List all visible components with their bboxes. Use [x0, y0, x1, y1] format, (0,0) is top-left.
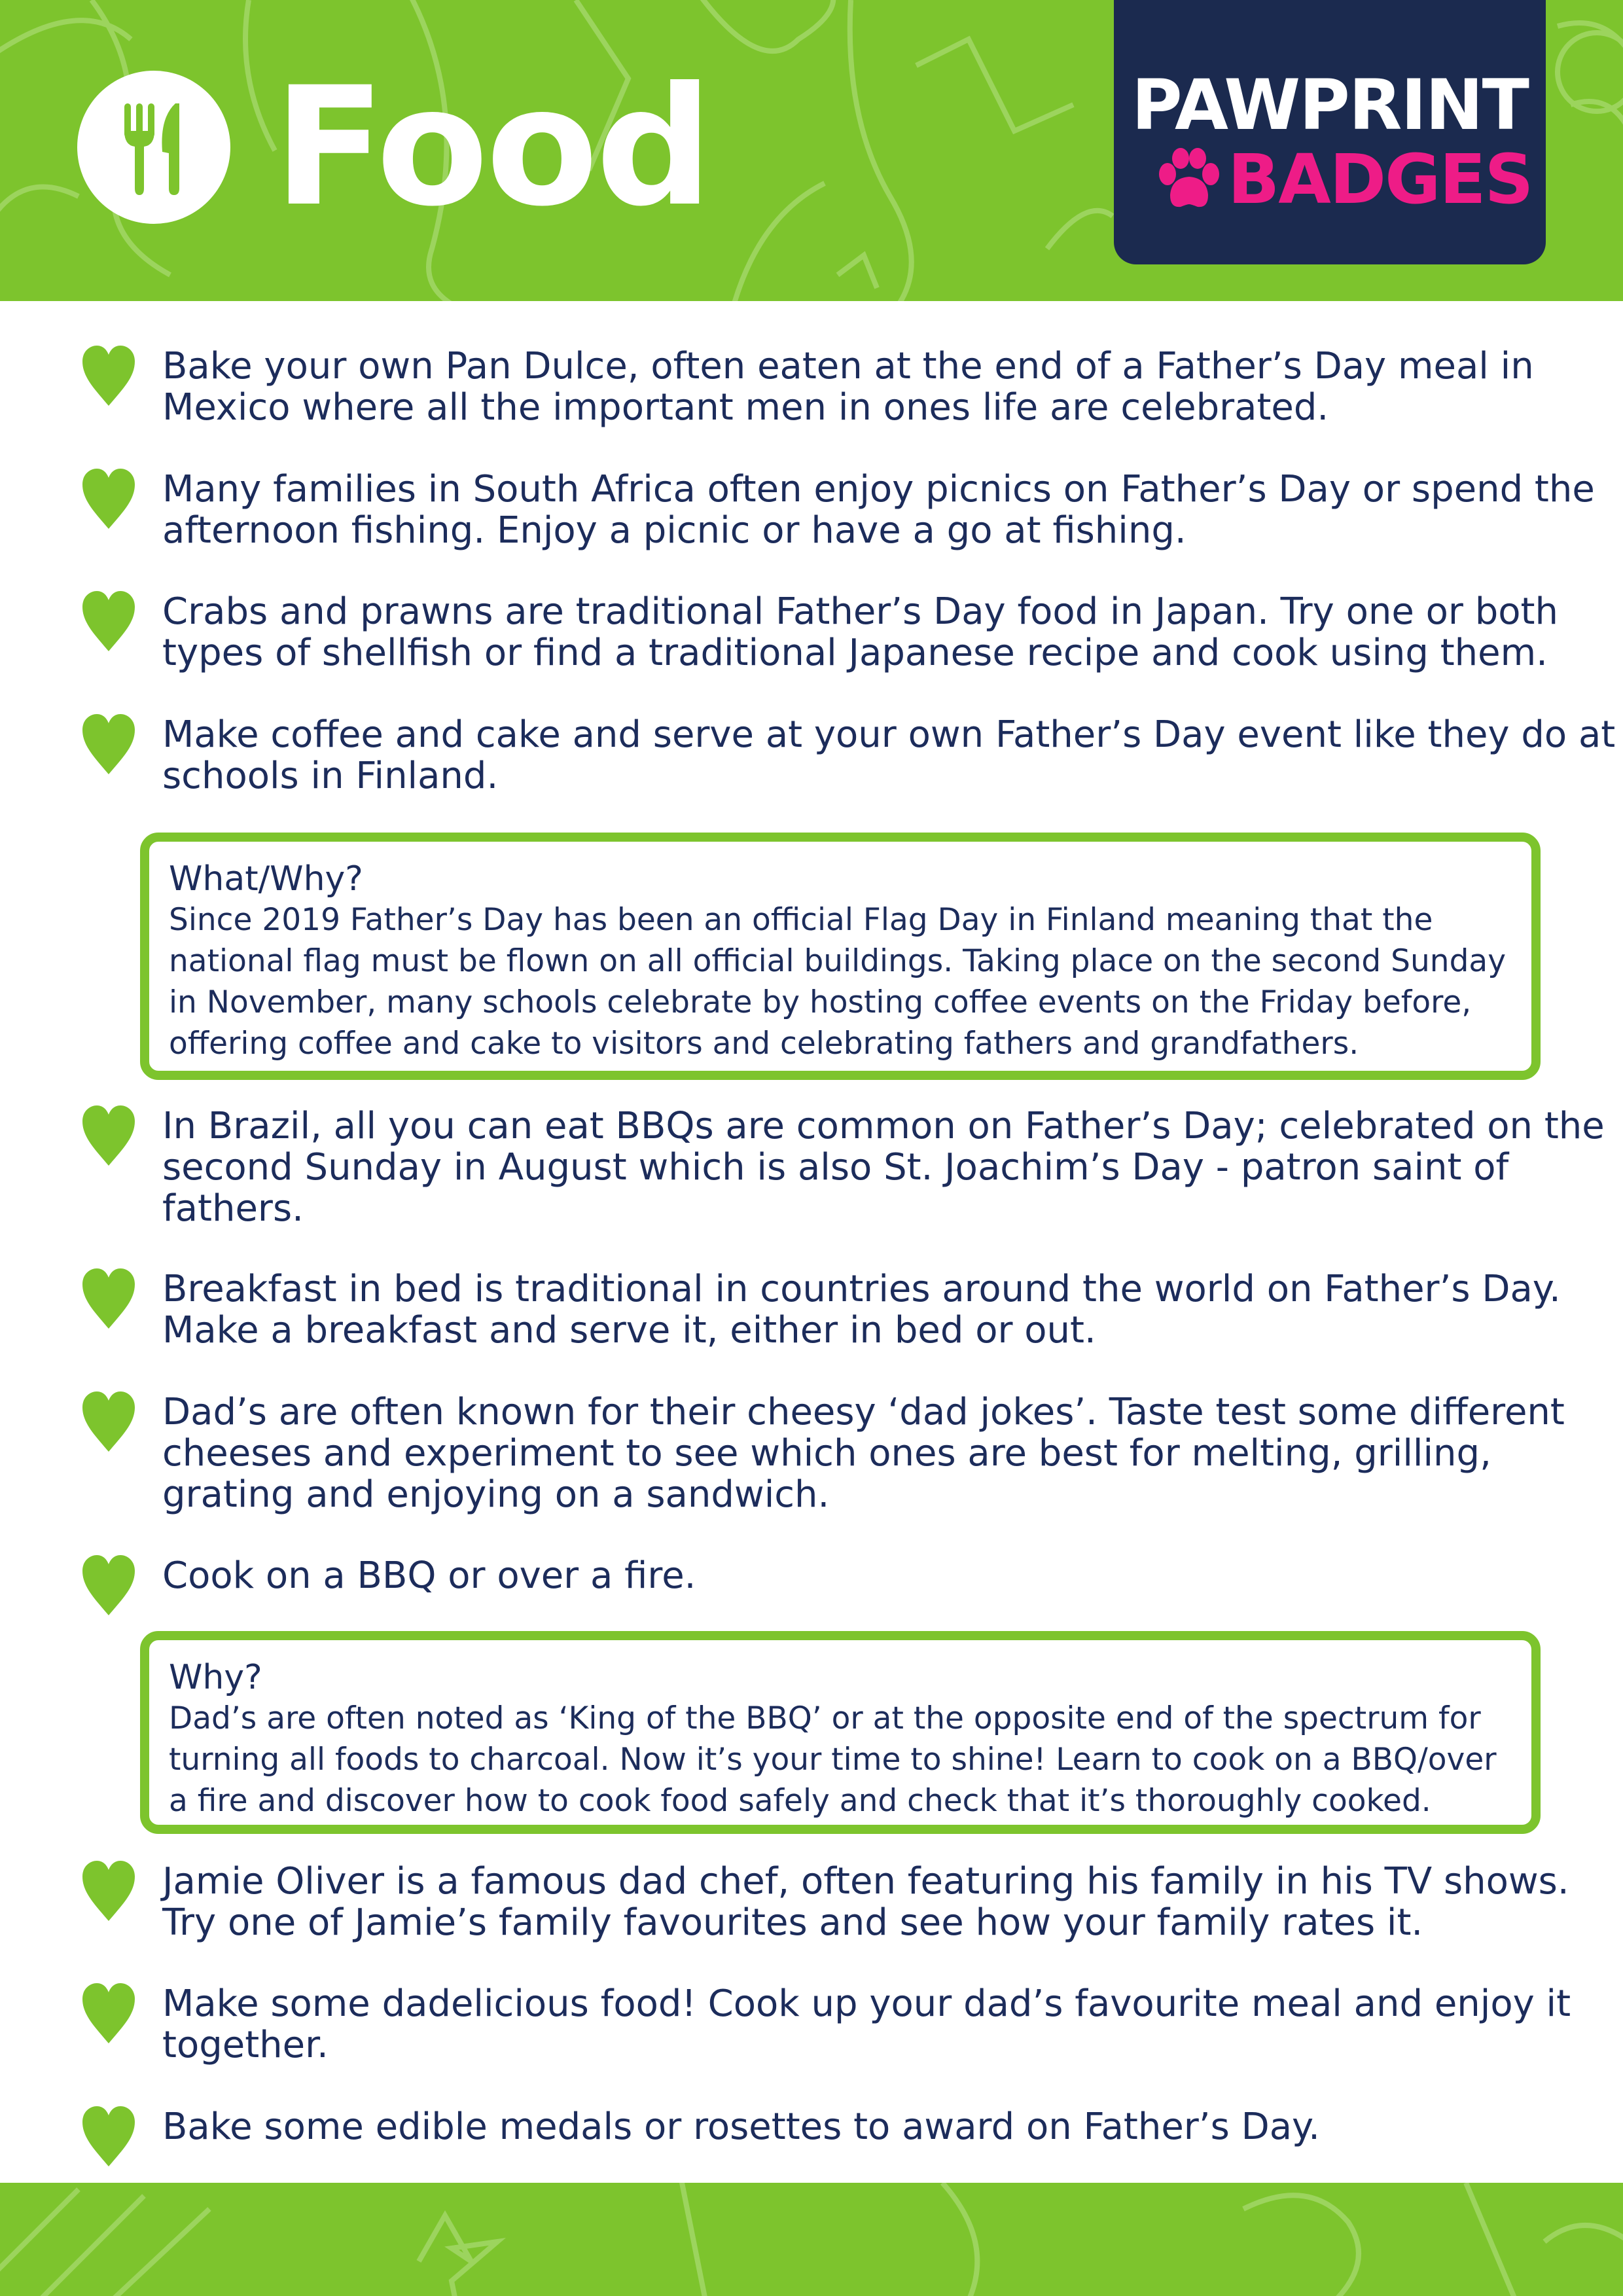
- item-text: Make coffee and cake and serve at your own Father’s Day event like they do at schools in Finland.: [162, 713, 1616, 797]
- heart-icon: [81, 1861, 136, 1922]
- info-box: [140, 1631, 1541, 1834]
- heart-icon: [81, 2106, 136, 2168]
- heart-icon: [81, 469, 136, 530]
- info-box-title: Why?: [169, 1658, 262, 1697]
- logo-line-1: PAWPRINT: [1132, 65, 1528, 145]
- heart-icon: [81, 1105, 136, 1167]
- item-text: Dad’s are often known for their cheesy ‘dad jokes’. Taste test some different cheeses and experiment to see which ones are best for melting, grilling, grating and enjoying on a sandwich.: [162, 1391, 1565, 1516]
- cutlery-glyph: [105, 98, 203, 196]
- info-box-title: What/Why?: [169, 859, 363, 899]
- item-text: In Brazil, all you can eat BBQs are common on Father’s Day; celebrated on the second Sunday in August which is also St. Joachim’s Day - patron saint of fathers.: [162, 1105, 1605, 1230]
- logo-line-2: BADGES: [1228, 139, 1533, 219]
- logo-line-2-wrap: [1154, 139, 1533, 219]
- item-text: Bake your own Pan Dulce, often eaten at the end of a Father’s Day meal in Mexico where all the important men in ones life are celebrated.: [162, 345, 1534, 429]
- item-text: Breakfast in bed is traditional in countries around the world on Father’s Day. Make a breakfast and serve it, either in bed or out.: [162, 1268, 1561, 1352]
- food-doodle-pattern: [0, 2183, 1623, 2296]
- page-title: Food: [274, 52, 711, 242]
- item-text: Cook on a BBQ or over a fire.: [162, 1554, 696, 1597]
- item-text: Crabs and prawns are traditional Father’s Day food in Japan. Try one or both types of shellfish or find a traditional Japanese recipe and cook using them.: [162, 590, 1558, 674]
- footer-banner: [0, 2183, 1623, 2296]
- heart-icon: [81, 1268, 136, 1330]
- item-text: Bake some edible medals or rosettes to award on Father’s Day.: [162, 2106, 1320, 2148]
- item-text: Many families in South Africa often enjoy picnics on Father’s Day or spend the afternoon fishing. Enjoy a picnic or have a go at fishing.: [162, 468, 1595, 552]
- heart-icon: [81, 591, 136, 653]
- pawprint-badges-logo: [1114, 0, 1546, 264]
- info-box: [140, 833, 1541, 1080]
- heart-icon: [81, 1391, 136, 1453]
- header-banner: [0, 0, 1623, 301]
- item-text: Jamie Oliver is a famous dad chef, often featuring his family in his TV shows. Try one of Jamie’s family favourites and see how your family rates it.: [162, 1860, 1569, 1944]
- item-text: Make some dadelicious food! Cook up your dad’s favourite meal and enjoy it together.: [162, 1982, 1571, 2066]
- heart-icon: [81, 1983, 136, 2045]
- fork-knife-icon: [77, 71, 230, 224]
- heart-icon: [81, 714, 136, 776]
- page-heading: [77, 52, 711, 242]
- heart-icon: [81, 346, 136, 407]
- info-box-body: Since 2019 Father’s Day has been an official Flag Day in Finland meaning that the national flag must be flown on all official buildings. Taking place on the second Sunday in November, many schools celebrate by hosting coffee events on the Friday before, offering coffee and cake to visitors and celebrating fathers and grandfathers.: [169, 902, 1507, 1062]
- paw-icon: [1154, 148, 1222, 211]
- heart-icon: [81, 1555, 136, 1617]
- info-box-body: Dad’s are often noted as ‘King of the BBQ’ or at the opposite end of the spectrum for turning all foods to charcoal. Now it’s your time to shine! Learn to cook on a BBQ/over a fire and discover how to cook food safely and check that it’s thoroughly cooked.: [169, 1700, 1497, 1819]
